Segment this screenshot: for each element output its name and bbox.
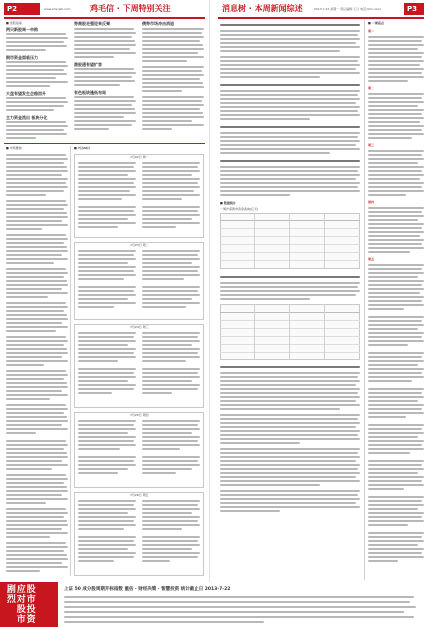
headline-3: 大盘有望发生企稳回升 xyxy=(6,91,46,96)
headline-7: 有色板块逢低布局 xyxy=(74,90,106,95)
page-tag-box xyxy=(404,3,424,15)
promo-panel xyxy=(0,582,58,627)
page-title: 消息树 · 本周新闻综述 xyxy=(222,4,303,13)
site-url: www.shscwb.com xyxy=(44,7,71,11)
table-section-label: ■ 数据统计 xyxy=(220,201,236,205)
calendar-date-4: 7月25日 周四 xyxy=(130,413,149,417)
headline-5: 券商股走强迎来反弹 xyxy=(74,21,110,26)
section-label: ■ 选股指南 xyxy=(6,21,22,25)
headline-8: 债券市场冲击消退 xyxy=(142,21,174,26)
table-caption: 一周沪深两市资金流向(亿元) xyxy=(220,207,259,211)
side-header: ■ 一周看点 xyxy=(368,21,384,25)
column-rule xyxy=(70,146,71,576)
right-newspaper-page xyxy=(214,0,428,627)
side-day-2: 周二 xyxy=(368,86,375,90)
side-day-3: 周三 xyxy=(368,143,375,147)
masthead-rule xyxy=(4,17,205,19)
page-tag-box xyxy=(4,3,40,15)
page-tag: P2 xyxy=(7,5,18,13)
promo-title: 股市投资 应对股市剧烈 xyxy=(4,584,35,624)
side-day-5: 周五 xyxy=(368,257,375,261)
left-masthead xyxy=(0,0,209,18)
calendar-date-2: 7月23日 周二 xyxy=(130,243,149,247)
page-tag: P3 xyxy=(407,5,418,13)
headline-6: 港股通有望扩容 xyxy=(74,62,102,67)
headline-2: 期市资金面临压力 xyxy=(6,55,38,60)
right-masthead xyxy=(214,0,428,18)
bottom-strip-text: 上证 50 成分股周期开标指数 重估 · 财经决策 · 智慧投资 统计截止日 2013-7-22 xyxy=(64,587,231,592)
headline-1: 两只新股周一申购 xyxy=(6,27,38,32)
side-day-1: 周一 xyxy=(368,29,375,33)
headline-4: 主力资金流出 板块分化 xyxy=(6,115,48,120)
calendar-date-5: 7月26日 周五 xyxy=(130,493,149,497)
page-meta: 2013.7.22 星期一 责任编辑:王汉 电话:021-xxxx xyxy=(314,7,382,11)
mid-section-label: ■ 市场聚焦 xyxy=(6,146,22,150)
side-day-4: 周四 xyxy=(368,200,375,204)
section-divider xyxy=(4,143,205,144)
calendar-date-1: 7月22日 周一 xyxy=(130,155,149,159)
calendar-header: ■ 7月22日 xyxy=(74,146,91,150)
page-title: 鸡毛信 · 下周特别关注 xyxy=(90,4,171,13)
calendar-date-3: 7月24日 周三 xyxy=(130,325,149,329)
left-newspaper-page xyxy=(0,0,210,627)
bottom-strip xyxy=(0,582,428,627)
